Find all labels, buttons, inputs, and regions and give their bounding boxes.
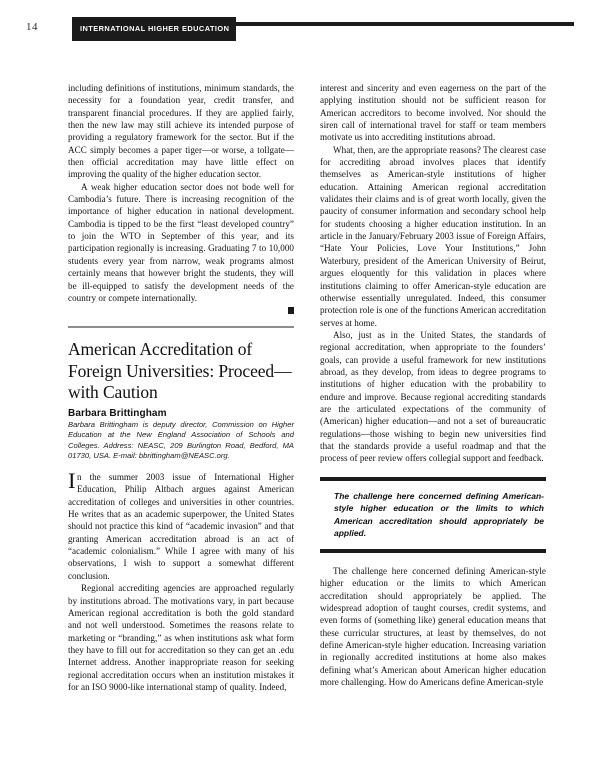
left-column [68,82,294,693]
header-rule [236,22,574,26]
square-endmark-icon [288,307,294,314]
running-head [0,14,600,44]
article-separator-rule [68,326,294,328]
page-number: 14 [26,21,38,33]
pull-quote [320,477,546,553]
end-of-article-marker-row [68,304,294,318]
right-column [320,82,546,688]
article-first-paragraph: In the summer 2003 issue of International Higher Education, Philip Altbach argues against American accreditation of colleges and universities in other countries. He writes that as an academic superpower, the United States should not practice this kind of “academic invasion” and that granting American accreditation abroad is an act of “academic colonialism.” While I agree with many of his observations, I wish to support a somewhat different conclusion. [68,468,294,581]
article-author: Barbara Brittingham [68,407,167,419]
right-paragraph-1: interest and sincerity and even eagerness on the part of the applying institution should not be sufficient reason for American accreditors to become involved. Nor should the siren call of international travel for staff or team members motivate us into accrediting institutions abroad. [320,83,546,143]
pull-quote-text: The challenge here concerned defining American-style higher education or the limits to which American accreditation should appropriately be applied. [334,490,544,539]
article-title: American Accreditation of Foreign Universities: Proceed—with Caution [68,339,292,403]
pull-quote-bottom-rule [320,549,546,553]
journal-banner-label: INTERNATIONAL HIGHER EDUCATION [80,24,230,33]
author-bio: Barbara Brittingham is deputy director, Commission on Higher Education at the New England Association of Schools and Colleges. Address: NEASC, 209 Burlington Road, Bedford, MA 01730, USA. E-mail: bbrittingham@NEASC.org. [68,419,294,461]
continued-paragraph: including definitions of institutions, minimum standards, the necessity for a foundation year, credit transfer, and transparent financial procedures. If they are applied fairly, then the new law may still achieve its intended purpose of providing a regulatory framework for the sector. But if the ACC simply becomes a paper tiger—or worse, a tollgate—then official accreditation may have little effect on improving the quality of the higher education sector. [68,83,294,180]
right-paragraph-3: Also, just as in the United States, the standards of regional accreditation, when appropriate to the founders’ goals, can provide a useful framework for new institutions abroad, as they develop, from ideas to degree programs to institutions of higher education with the probability to endure and improve. Because regional accrediting standards are the articulated expectations of the community of (American) higher education—and not a set of bureaucratic regulations—those wishing to begin new universities find that the standards provide a useful roadmap and that the process of peer review offers collegial support and feedback. [320,329,546,464]
right-paragraph-4: The challenge here concerned defining American-style higher education or the limits to which American accreditation should appropriately be applied. The widespread adoption of taught courses, credit systems, and even forms of (something like) general education means that these curricular structures, at least by themselves, do not define American-style higher education. Increasing variation in regionally accredited institutions at home also makes defining what’s American about American higher education more challenging. How do Americans define American-style [320,566,546,688]
article-paragraph-2: Regional accrediting agencies are approached regularly by institutions abroad. The motivations vary, in part because American regional accreditation is both the gold standard and not well understood. Sometimes the reasons relate to marketing or “branding,” as when institutions ask what form they have to fill out for accreditation so they can get an .edu Internet address. Another inappropriate reason for seeking regional accreditation occurs when an institution mistakes it for an ISO 9000-like international stamp of quality. Indeed, [68,583,294,692]
right-paragraph-2: What, then, are the appropriate reasons? The clearest case for accrediting abroad involves places that identify themselves as American-style institutions of higher education. Attaining American regional accreditation validates their claims and is of great worth locally, given the paucity of consumer information and secondary school help for students choosing a higher education institution. In an article in the January/February 2003 issue of Foreign Affairs, “Hate Your Policies, Love Your Institutions,” John Waterbury, president of the American University of Beirut, argues eloquently for this validation in places where institutions claiming to offer American-style education are otherwise essentially unregulated. Indeed, this consumer protection role is one of the functions American accreditation serves at home. [320,144,546,328]
left-paragraph-2: A weak higher education sector does not bode well for Cambodia’s future. There is increasing recognition of the importance of higher education in national development. Cambodia is tipped to be the first “least developed country” to join the WTO in September of this year, and its participation regionally is increasing. Graduating 7 to 10,000 students every year from narrow, weak programs almost certainly means that however bright the students, they will be ill-equipped to satisfy the development needs of the country or compete internationally. [68,181,294,303]
